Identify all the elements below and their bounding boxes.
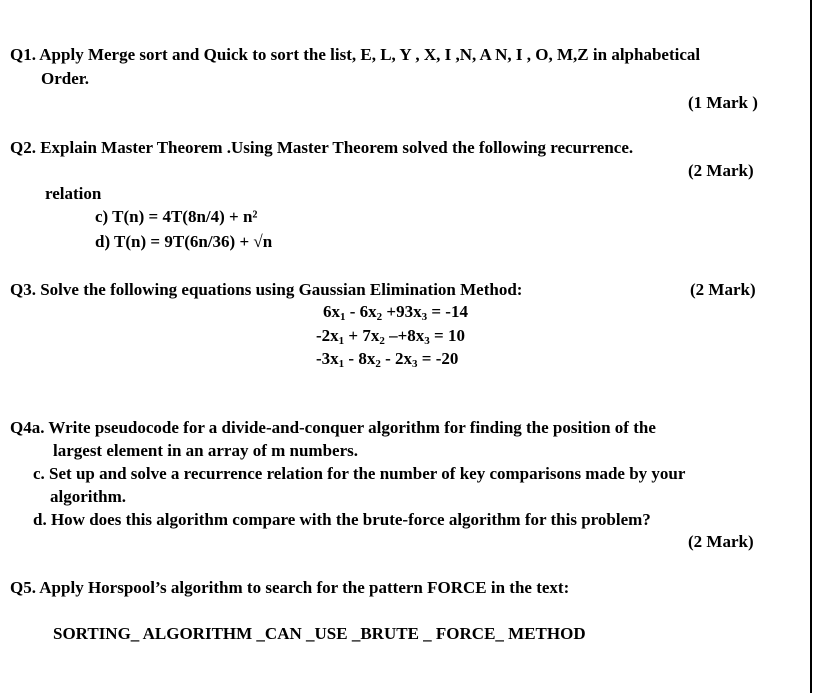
q3-line1: Q3. Solve the following equations using Gaussian Elimination Method: — [10, 280, 523, 299]
q2-item-d: d) T(n) = 9T(6n/36) + √n — [95, 232, 273, 251]
q3-mark: (2 Mark) — [690, 280, 756, 299]
q1-line1: Q1. Apply Merge sort and Quick to sort the list, E, L, Y , X, I ,N, A N, I , O, M,Z in alphabetical — [10, 45, 701, 64]
q2-line1: Q2. Explain Master Theorem .Using Master Theorem solved the following recurrence. — [10, 138, 634, 157]
q4-line2: largest element in an array of m numbers. — [53, 441, 359, 460]
page-right-border — [810, 0, 812, 693]
q3-equation-2: $-2x_1 + 7x_2$ $-+8x_3 = 10$ — [316, 326, 465, 347]
q2-item-c: c) T(n) = 4T(8n/4) + n² — [95, 207, 258, 226]
q4-c-line1: c. Set up and solve a recurrence relation for the number of key comparisons made by your — [33, 464, 686, 483]
q5-line1: Q5. Apply Horspool’s algorithm to search for the pattern FORCE in the text: — [10, 578, 570, 597]
q3-equation-1: $6x_1 - 6x_2 +93x_3 = -14$ — [323, 302, 468, 323]
q1-line2: Order. — [41, 69, 90, 88]
q2-mark: (2 Mark) — [688, 161, 754, 180]
q4-mark: (2 Mark) — [688, 532, 754, 551]
q4-c-line2: algorithm. — [50, 487, 127, 506]
q1-mark: (1 Mark ) — [688, 93, 758, 112]
q3-equation-3: $-3x_1 - 8x_2 - 2x_3 = -20$ — [316, 349, 459, 370]
q4-line1: Q4a. Write pseudocode for a divide-and-conquer algorithm for finding the position of the — [10, 418, 656, 437]
q4-d-line: d. How does this algorithm compare with the brute-force algorithm for this problem? — [33, 510, 651, 529]
q2-relation-label: relation — [45, 184, 102, 203]
q5-text: SORTING_ ALGORITHM _CAN _USE _BRUTE _ FORCE_ METHOD — [53, 624, 586, 643]
